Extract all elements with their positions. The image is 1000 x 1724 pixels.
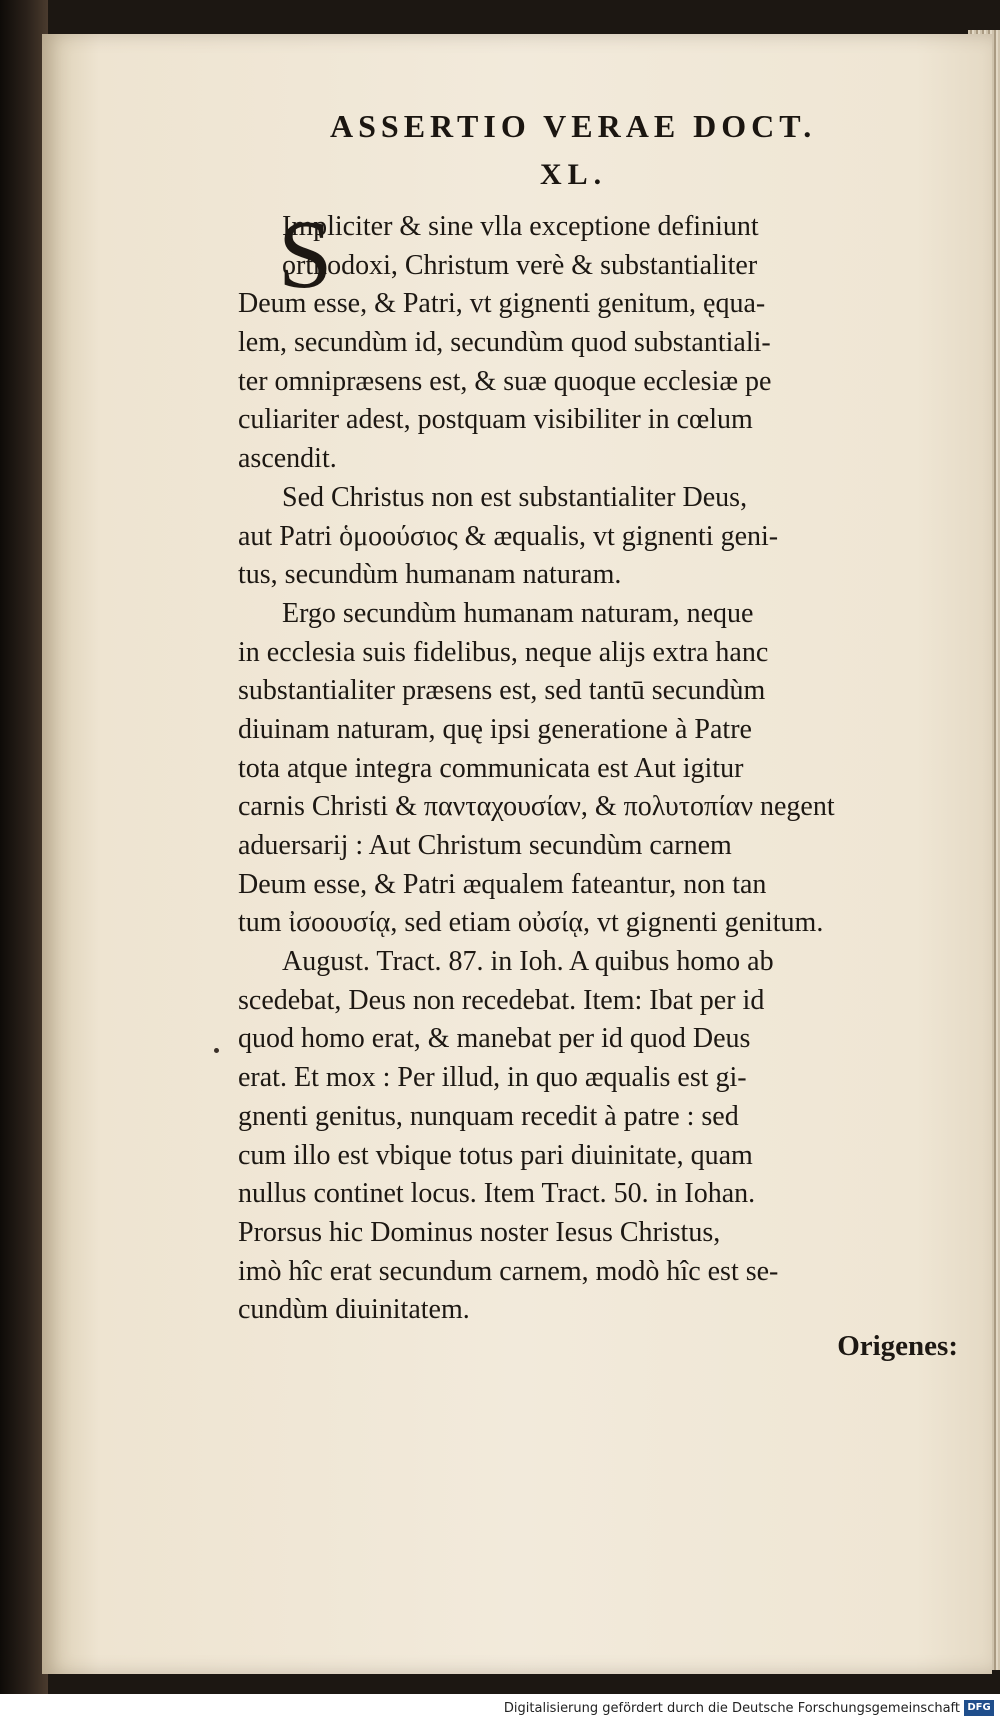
text-line: orthodoxi, Christum verè & substantialiter	[282, 249, 758, 281]
text-line: in ecclesia suis fidelibus, neque alijs extra hanc	[238, 636, 769, 668]
text-line: diuinam naturam, quę ipsi generatione à Patre	[238, 713, 752, 745]
text-line: cundùm diuinitatem.	[238, 1294, 470, 1326]
text-line: scedebat, Deus non recedebat. Item: Ibat per id	[238, 984, 765, 1016]
footer-credit: Digitalisierung gefördert durch die Deutsche Forschungsgemeinschaft	[503, 1701, 960, 1716]
text-line: ter omnipræsens est, & suæ quoque ecclesiæ pe	[238, 365, 772, 397]
text-line: nullus continet locus. Item Tract. 50. in Iohan.	[238, 1178, 756, 1210]
text-line: tus, secundùm humanam naturam.	[238, 559, 622, 591]
text-line: carnis Christi & πανταχουσίαν, & πολυτοπίαν negent	[238, 791, 835, 823]
catchword: Origenes:	[837, 1330, 958, 1362]
text-line: Impliciter & sine vlla exceptione definiunt	[282, 211, 759, 242]
text-line: aut Patri ὁμοούσιος & æqualis, vt gignenti geni-	[238, 520, 779, 552]
text-line: Ergo secundùm humanam naturam, neque	[282, 597, 754, 629]
text-line: tum ἰσοουσίᾳ, sed etiam οὐσίᾳ, vt gignenti genitum.	[238, 907, 824, 939]
margin-dot	[214, 1048, 219, 1053]
text-line: gnenti genitus, nunquam recedit à patre : sed	[238, 1100, 739, 1132]
text-line: Deum esse, & Patri, vt gignenti genitum, ęqua-	[238, 288, 766, 320]
text-line: aduersarij : Aut Christum secundùm carnem	[238, 830, 732, 861]
text-line: Sed Christus non est substantialiter Deus,	[282, 481, 748, 513]
text-line: cum illo est vbique totus pari diuinitate, quam	[238, 1139, 753, 1171]
text-line: imò hîc erat secundum carnem, modò hîc est se-	[238, 1255, 779, 1287]
text-line: tota atque integra communicata est Aut igitur	[238, 752, 744, 784]
text-line: Prorsus hic Dominus noster Iesus Christus,	[238, 1216, 721, 1248]
book-spine	[0, 0, 48, 1694]
running-head: ASSERTIO VERAE DOCT.	[330, 108, 817, 144]
text-line: culiariter adest, postquam visibiliter in cœlum	[238, 404, 753, 436]
text-line: Deum esse, & Patri æqualem fateantur, non tan	[238, 868, 767, 900]
text-line: erat. Et mox : Per illud, in quo æqualis est gi-	[238, 1062, 747, 1094]
text-line: ascendit.	[238, 443, 337, 475]
text-line: August. Tract. 87. in Ioh. A quibus homo ab	[282, 946, 774, 978]
dfg-logo: DFG	[964, 1700, 994, 1716]
text-line: quod homo erat, & manebat per id quod Deus	[238, 1023, 751, 1055]
text-line: lem, secundùm id, secundùm quod substantiali-	[238, 327, 771, 359]
body-text	[238, 208, 952, 1330]
digitization-footer	[0, 1694, 1000, 1724]
leaf-number: XL.	[540, 158, 608, 191]
dropcap-initial: S	[278, 201, 333, 309]
text-line: substantialiter præsens est, sed tantū secundùm	[238, 675, 766, 707]
